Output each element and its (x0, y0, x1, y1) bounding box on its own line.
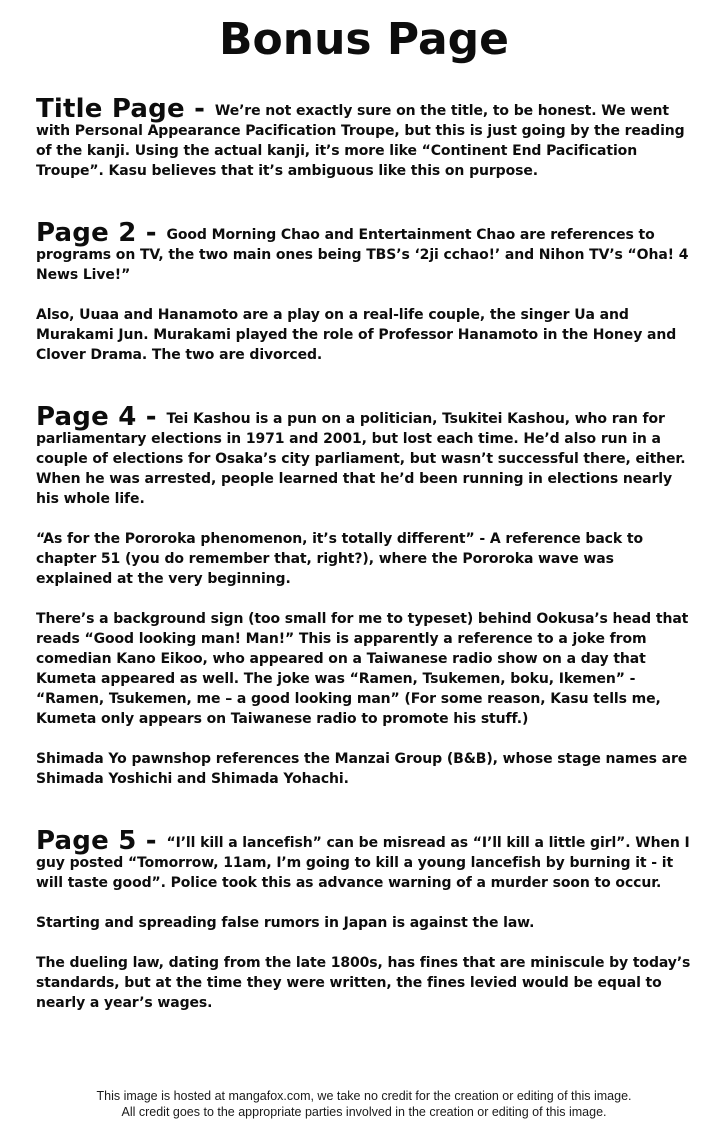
hosting-disclaimer (0, 1088, 728, 1120)
section-title-page (36, 94, 692, 181)
section-page-2-paragraph: Also, Uuaa and Hanamoto are a play on a real-life couple, the singer Ua and Murakami Jun. Murakami played the role of Professor Hanamoto in the Honey and Clover Drama. The two are divorced. (36, 307, 677, 363)
section-page-2-heading: Page 2 - (36, 218, 157, 248)
section-page-5-heading: Page 5 - (36, 826, 157, 856)
section-page-5 (36, 826, 692, 1013)
section-page-4-paragraph: There’s a background sign (too small for me to typeset) behind Ookusa’s head that reads “Good looking man! Man!” This is apparently a reference to a joke from comedian Kano Eikoo, who appeared on a Taiwanese radio show on a day that Kumeta appeared as well. The joke was “Ramen, Tsukemen, boku, Ikemen” - “Ramen, Tsukemen, me – a good looking man” (For some reason, Kasu tells me, Kumeta only appears on Taiwanese radio to promote his stuff.) (36, 611, 689, 727)
section-page-4-paragraph: Shimada Yo pawnshop references the Manzai Group (B&B), whose stage names are Shimada Yoshichi and Shimada Yohachi. (36, 751, 688, 787)
section-title-page-paragraph: Title Page - We’re not exactly sure on the title, to be honest. We went with Personal Appearance Pacification Troupe, but this is just going by the reading of the kanji. Using the actual kanji, it’s more like “Continent End Pacification Troupe”. Kasu believes that it’s ambiguous like this on purpose. (36, 94, 685, 179)
section-page-2 (36, 218, 692, 365)
section-page-4-paragraph: “As for the Pororoka phenomenon, it’s totally different” - A reference back to chapter 51 (you do remember that, right?), where the Pororoka wave was explained at the very beginning. (36, 531, 643, 587)
disclaimer-line-2: All credit goes to the appropriate parties involved in the creation or editing of this image. (121, 1105, 607, 1119)
page-title: Bonus Page (218, 14, 510, 65)
section-page-4-paragraph: Page 4 - Tei Kashou is a pun on a politician, Tsukitei Kashou, who ran for parliamentary elections in 1971 and 2001, but lost each time. He’d also run in a couple of elections for Osaka’s city parliament, but wasn’t successful there, either. When he was arrested, people learned that he’d been running in elections nearly his whole life. (36, 402, 686, 507)
section-page-4-heading: Page 4 - (36, 402, 157, 432)
section-page-5-paragraph: Page 5 - “I’ll kill a lancefish” can be misread as “I’ll kill a little girl”. When I guy posted “Tomorrow, 11am, I’m going to kill a young lancefish by burning it - it will taste good”. Police took this as advance warning of a murder soon to occur. (36, 826, 690, 891)
section-page-4 (36, 402, 692, 789)
section-page-5-paragraph: Starting and spreading false rumors in Japan is against the law. (36, 915, 535, 931)
section-page-2-paragraph: Page 2 - Good Morning Chao and Entertainment Chao are references to programs on TV, the two main ones being TBS’s ‘2ji cchao!’ and Nihon TV’s “Oha! 4 News Live!” (36, 218, 689, 283)
notes-sections (36, 94, 692, 1013)
section-title-page-heading: Title Page - (36, 94, 206, 124)
disclaimer-line-1: This image is hosted at mangafox.com, we take no credit for the creation or editing of this image. (96, 1089, 632, 1103)
section-page-5-paragraph: The dueling law, dating from the late 1800s, has fines that are miniscule by today’s standards, but at the time they were written, the fines levied would be equal to nearly a year’s wages. (36, 955, 691, 1011)
